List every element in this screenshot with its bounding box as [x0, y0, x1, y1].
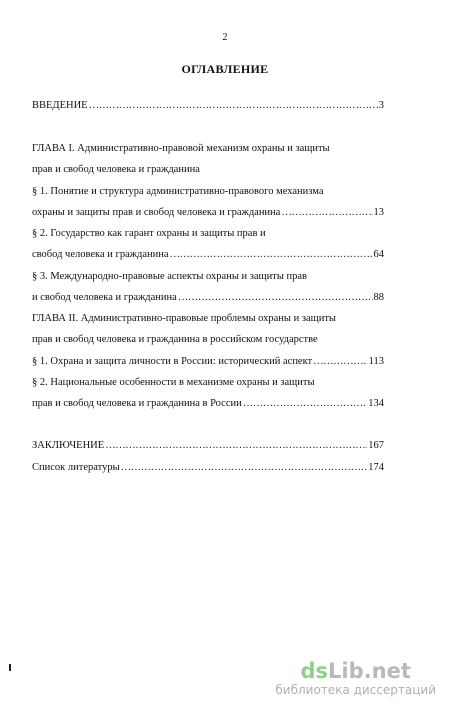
toc-leader-dots — [170, 249, 373, 260]
watermark-logo-prefix: ds — [300, 659, 329, 683]
scan-mark — [9, 664, 11, 671]
toc-page-number: 113 — [368, 356, 384, 367]
chapter-2-heading-cont: прав и свобод человека и гражданина в российском государстве — [32, 334, 318, 345]
toc-section-1-2-line1: § 2. Государство как гарант охраны и защиты прав и — [32, 228, 266, 239]
toc-entry-section-2-2 — [32, 398, 384, 409]
toc-title: ОГЛАВЛЕНИЕ — [181, 62, 269, 76]
chapter-1-heading: ГЛАВА I. Административно-правовой механизм охраны и защиты — [32, 143, 330, 154]
toc-page-number: 134 — [368, 398, 384, 409]
toc-page-number: 3 — [378, 100, 384, 111]
toc-leader-dots — [121, 462, 368, 473]
toc-page-number: 13 — [373, 207, 384, 218]
toc-leader-dots — [105, 440, 367, 451]
toc-entry-bibliography — [32, 462, 384, 473]
toc-section-1-1-line1: § 1. Понятие и структура административно-правового механизма — [32, 186, 324, 197]
toc-entry-section-1-2 — [32, 249, 384, 260]
toc-section-1-3-line1: § 3. Международно-правовые аспекты охраны и защиты прав — [32, 271, 308, 282]
toc-page-number: 167 — [368, 440, 384, 451]
toc-leader-dots — [89, 100, 378, 111]
toc-leader-dots — [178, 292, 373, 303]
page-number: 2 — [222, 32, 228, 43]
watermark-logo-suffix: Lib.net — [328, 659, 411, 683]
toc-page-number: 88 — [373, 292, 384, 303]
toc-entry-section-1-3 — [32, 292, 384, 303]
watermark-logo — [275, 660, 436, 682]
toc-entry-introduction — [32, 100, 384, 111]
toc-entry-label: ВВЕДЕНИЕ — [32, 100, 88, 111]
chapter-2-heading: ГЛАВА II. Административно-правовые проблемы охраны и защиты — [32, 313, 336, 324]
toc-page-number: 64 — [373, 249, 384, 260]
toc-entry-label: Список литературы — [32, 462, 120, 473]
toc-section-2-2-line1: § 2. Национальные особенности в механизме охраны и защиты — [32, 377, 315, 388]
chapter-1-heading-cont: прав и свобод человека и гражданина — [32, 164, 200, 175]
toc-entry-section-2-1 — [32, 356, 384, 367]
toc-leader-dots — [313, 356, 367, 367]
toc-entry-section-1-1 — [32, 207, 384, 218]
dslib-watermark — [275, 660, 436, 698]
watermark-tagline: библиотека диссертаций — [275, 683, 436, 697]
toc-entry-label: прав и свобод человека и гражданина в России — [32, 398, 242, 409]
toc-entry-conclusion — [32, 440, 384, 451]
toc-entry-label: охраны и защиты прав и свобод человека и гражданина — [32, 207, 281, 218]
toc-page-number: 174 — [368, 462, 384, 473]
toc-leader-dots — [281, 207, 372, 218]
toc-leader-dots — [243, 398, 368, 409]
toc-entry-label: свобод человека и гражданина — [32, 249, 169, 260]
toc-entry-label: ЗАКЛЮЧЕНИЕ — [32, 440, 105, 451]
toc-entry-label: § 1. Охрана и защита личности в России: исторический аспект — [32, 356, 313, 367]
toc-entry-label: и свобод человека и гражданина — [32, 292, 177, 303]
